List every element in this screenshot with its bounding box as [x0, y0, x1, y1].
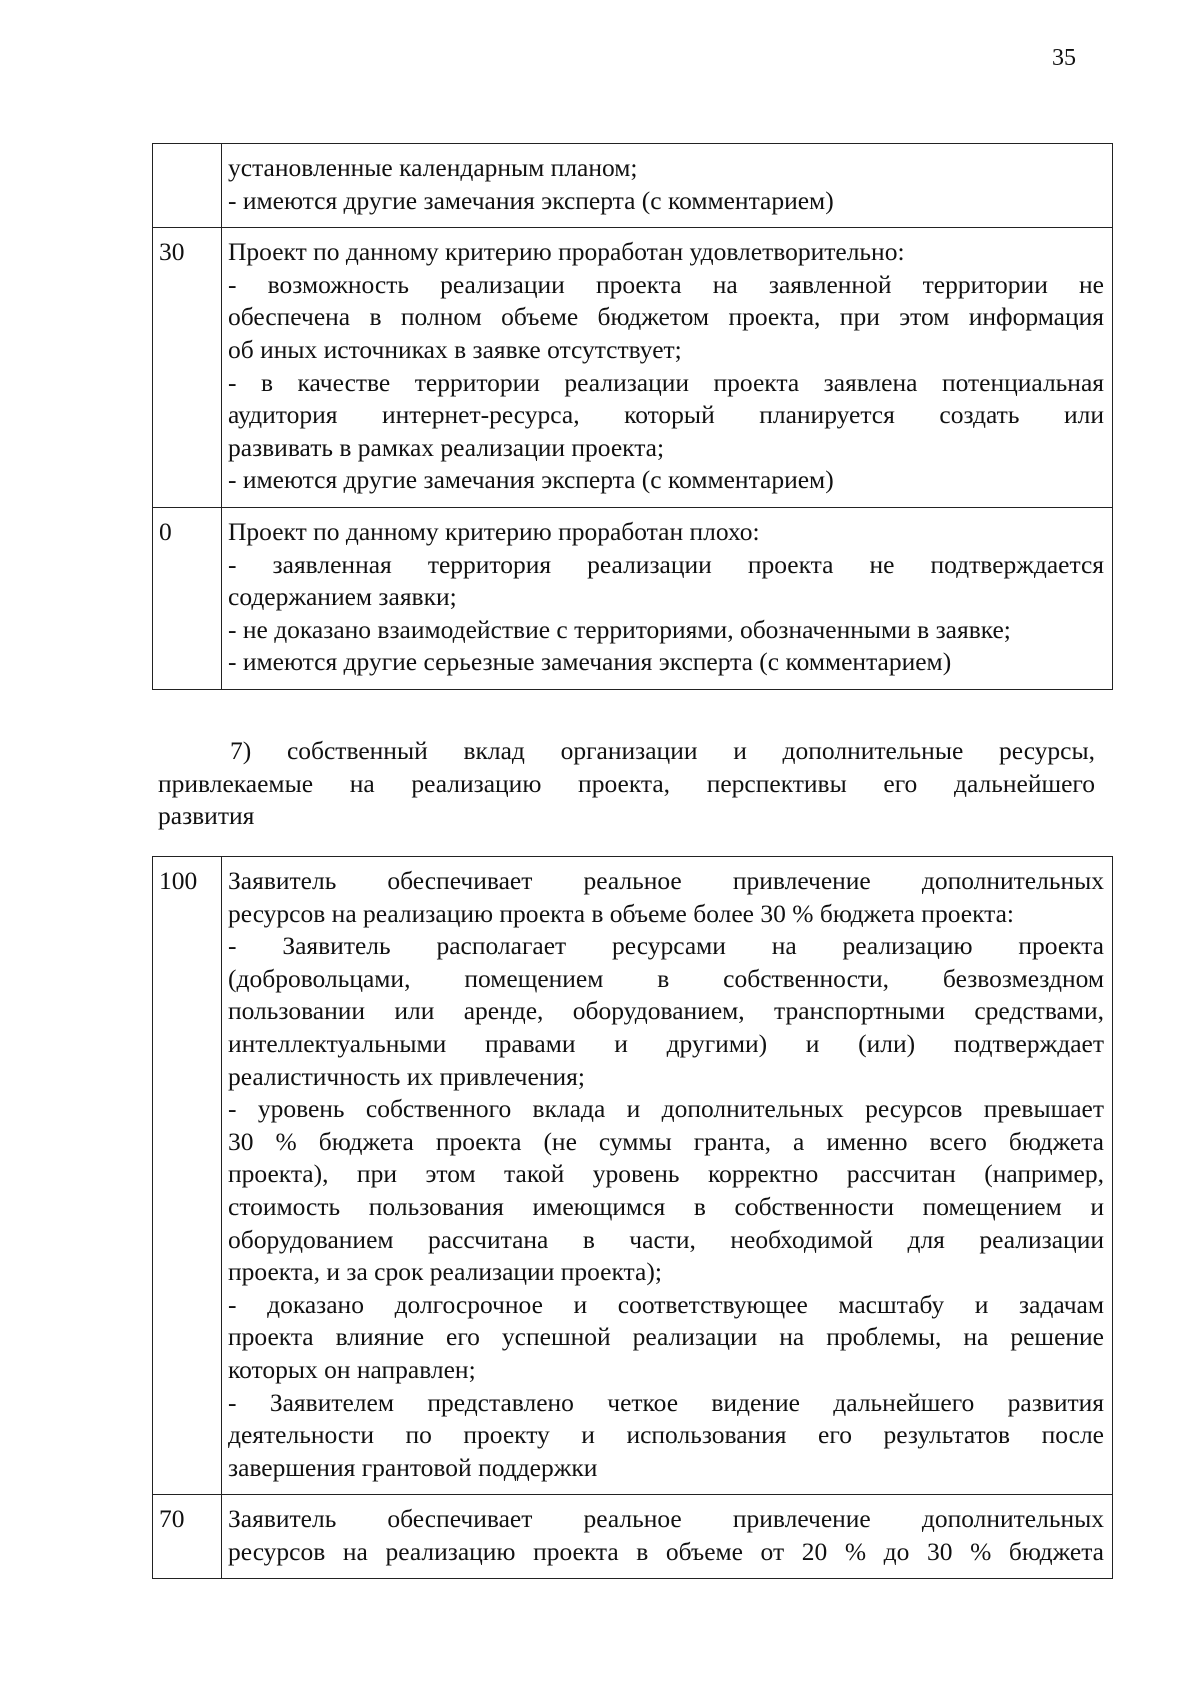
description-line: - Заявитель располагает ресурсами на реализацию проекта — [228, 931, 1104, 961]
section-heading-line: привлекаемые на реализацию проекта, перспективы его дальнейшего — [158, 768, 1095, 798]
description-line: оборудованием рассчитана в части, необходимой для реализации — [228, 1224, 1104, 1254]
description-cell — [222, 507, 1113, 689]
section-heading-7 — [158, 735, 1095, 833]
score-cell — [153, 144, 222, 228]
description-line: стоимость пользования имеющимся в собственности помещением и — [228, 1191, 1104, 1221]
description-line: интеллектуальными правами и другими) и (или) подтверждает — [228, 1028, 1104, 1058]
description-line: ресурсов на реализацию проекта в объеме от 20 % до 30 % бюджета — [228, 1536, 1104, 1566]
description-line: 30 % бюджета проекта (не суммы гранта, а именно всего бюджета — [228, 1126, 1104, 1156]
page-number: 35 — [1052, 45, 1076, 71]
description-line: Заявитель обеспечивает реальное привлечение дополнительных — [228, 1504, 1104, 1534]
description-line: проекта, и за срок реализации проекта); — [228, 1257, 662, 1287]
score-cell: 0 — [153, 507, 222, 689]
description-line: развивать в рамках реализации проекта; — [228, 432, 665, 462]
section-heading-line: развития — [158, 801, 255, 831]
description-line: деятельности по проекту и использования его результатов после — [228, 1420, 1104, 1450]
description-line: - уровень собственного вклада и дополнительных ресурсов превышает — [228, 1094, 1104, 1124]
description-line: реалистичность их привлечения; — [228, 1061, 585, 1091]
score-cell: 70 — [153, 1495, 222, 1579]
description-line: Заявитель обеспечивает реальное привлечение дополнительных — [228, 866, 1104, 895]
score-cell: 100 — [153, 857, 222, 1495]
description-line: проекта), при этом такой уровень корректно рассчитан (например, — [228, 1159, 1104, 1189]
description-cell — [222, 1495, 1113, 1579]
description-line: установленные календарным планом; — [228, 153, 638, 182]
description-cell — [222, 228, 1113, 508]
criteria-row — [153, 507, 1113, 689]
description-line: завершения грантовой поддержки — [228, 1452, 598, 1482]
description-line: которых он направлен; — [228, 1354, 476, 1384]
description-cell — [222, 857, 1113, 1495]
description-line: об иных источниках в заявке отсутствует; — [228, 334, 682, 364]
description-line: - доказано долгосрочное и соответствующее масштабу и задачам — [228, 1289, 1104, 1319]
section-heading-line: 7) собственный вклад организации и дополнительные ресурсы, — [230, 736, 1095, 765]
description-line: содержанием заявки; — [228, 582, 457, 612]
description-line: - имеются другие замечания эксперта (с комментарием) — [228, 185, 834, 215]
score-cell: 30 — [153, 228, 222, 508]
description-line: - Заявителем представлено четкое видение дальнейшего развития — [228, 1387, 1104, 1417]
description-cell — [222, 144, 1113, 228]
criteria-row — [153, 144, 1113, 228]
description-line: - возможность реализации проекта на заявленной территории не — [228, 269, 1104, 299]
criteria-row — [153, 1495, 1113, 1579]
description-line: Проект по данному критерию проработан удовлетворительно: — [228, 237, 905, 267]
description-line: - в качестве территории реализации проекта заявлена потенциальная — [228, 367, 1104, 397]
criteria-table-section-7 — [152, 856, 1113, 1579]
description-line: проекта влияние его успешной реализации на проблемы, на решение — [228, 1322, 1104, 1352]
description-line: Проект по данному критерию проработан плохо: — [228, 516, 760, 546]
description-line: - заявленная территория реализации проекта не подтверждается — [228, 549, 1104, 579]
description-line: аудитория интернет-ресурса, который планируется создать или — [228, 400, 1104, 430]
description-line: ресурсов на реализацию проекта в объеме более 30 % бюджета проекта: — [228, 898, 1014, 928]
criteria-table-continued — [152, 143, 1113, 690]
description-line: обеспечена в полном объеме бюджетом проекта, при этом информация — [228, 302, 1104, 332]
criteria-row — [153, 228, 1113, 508]
description-line: пользовании или аренде, оборудованием, транспортными средствами, — [228, 996, 1104, 1026]
description-line: (добровольцами, помещением в собственности, безвозмездном — [228, 963, 1104, 993]
description-line: - имеются другие замечания эксперта (с комментарием) — [228, 465, 834, 495]
description-line: - не доказано взаимодействие с территориями, обозначенными в заявке; — [228, 614, 1011, 644]
description-line: - имеются другие серьезные замечания эксперта (с комментарием) — [228, 647, 952, 677]
criteria-row — [153, 857, 1113, 1495]
